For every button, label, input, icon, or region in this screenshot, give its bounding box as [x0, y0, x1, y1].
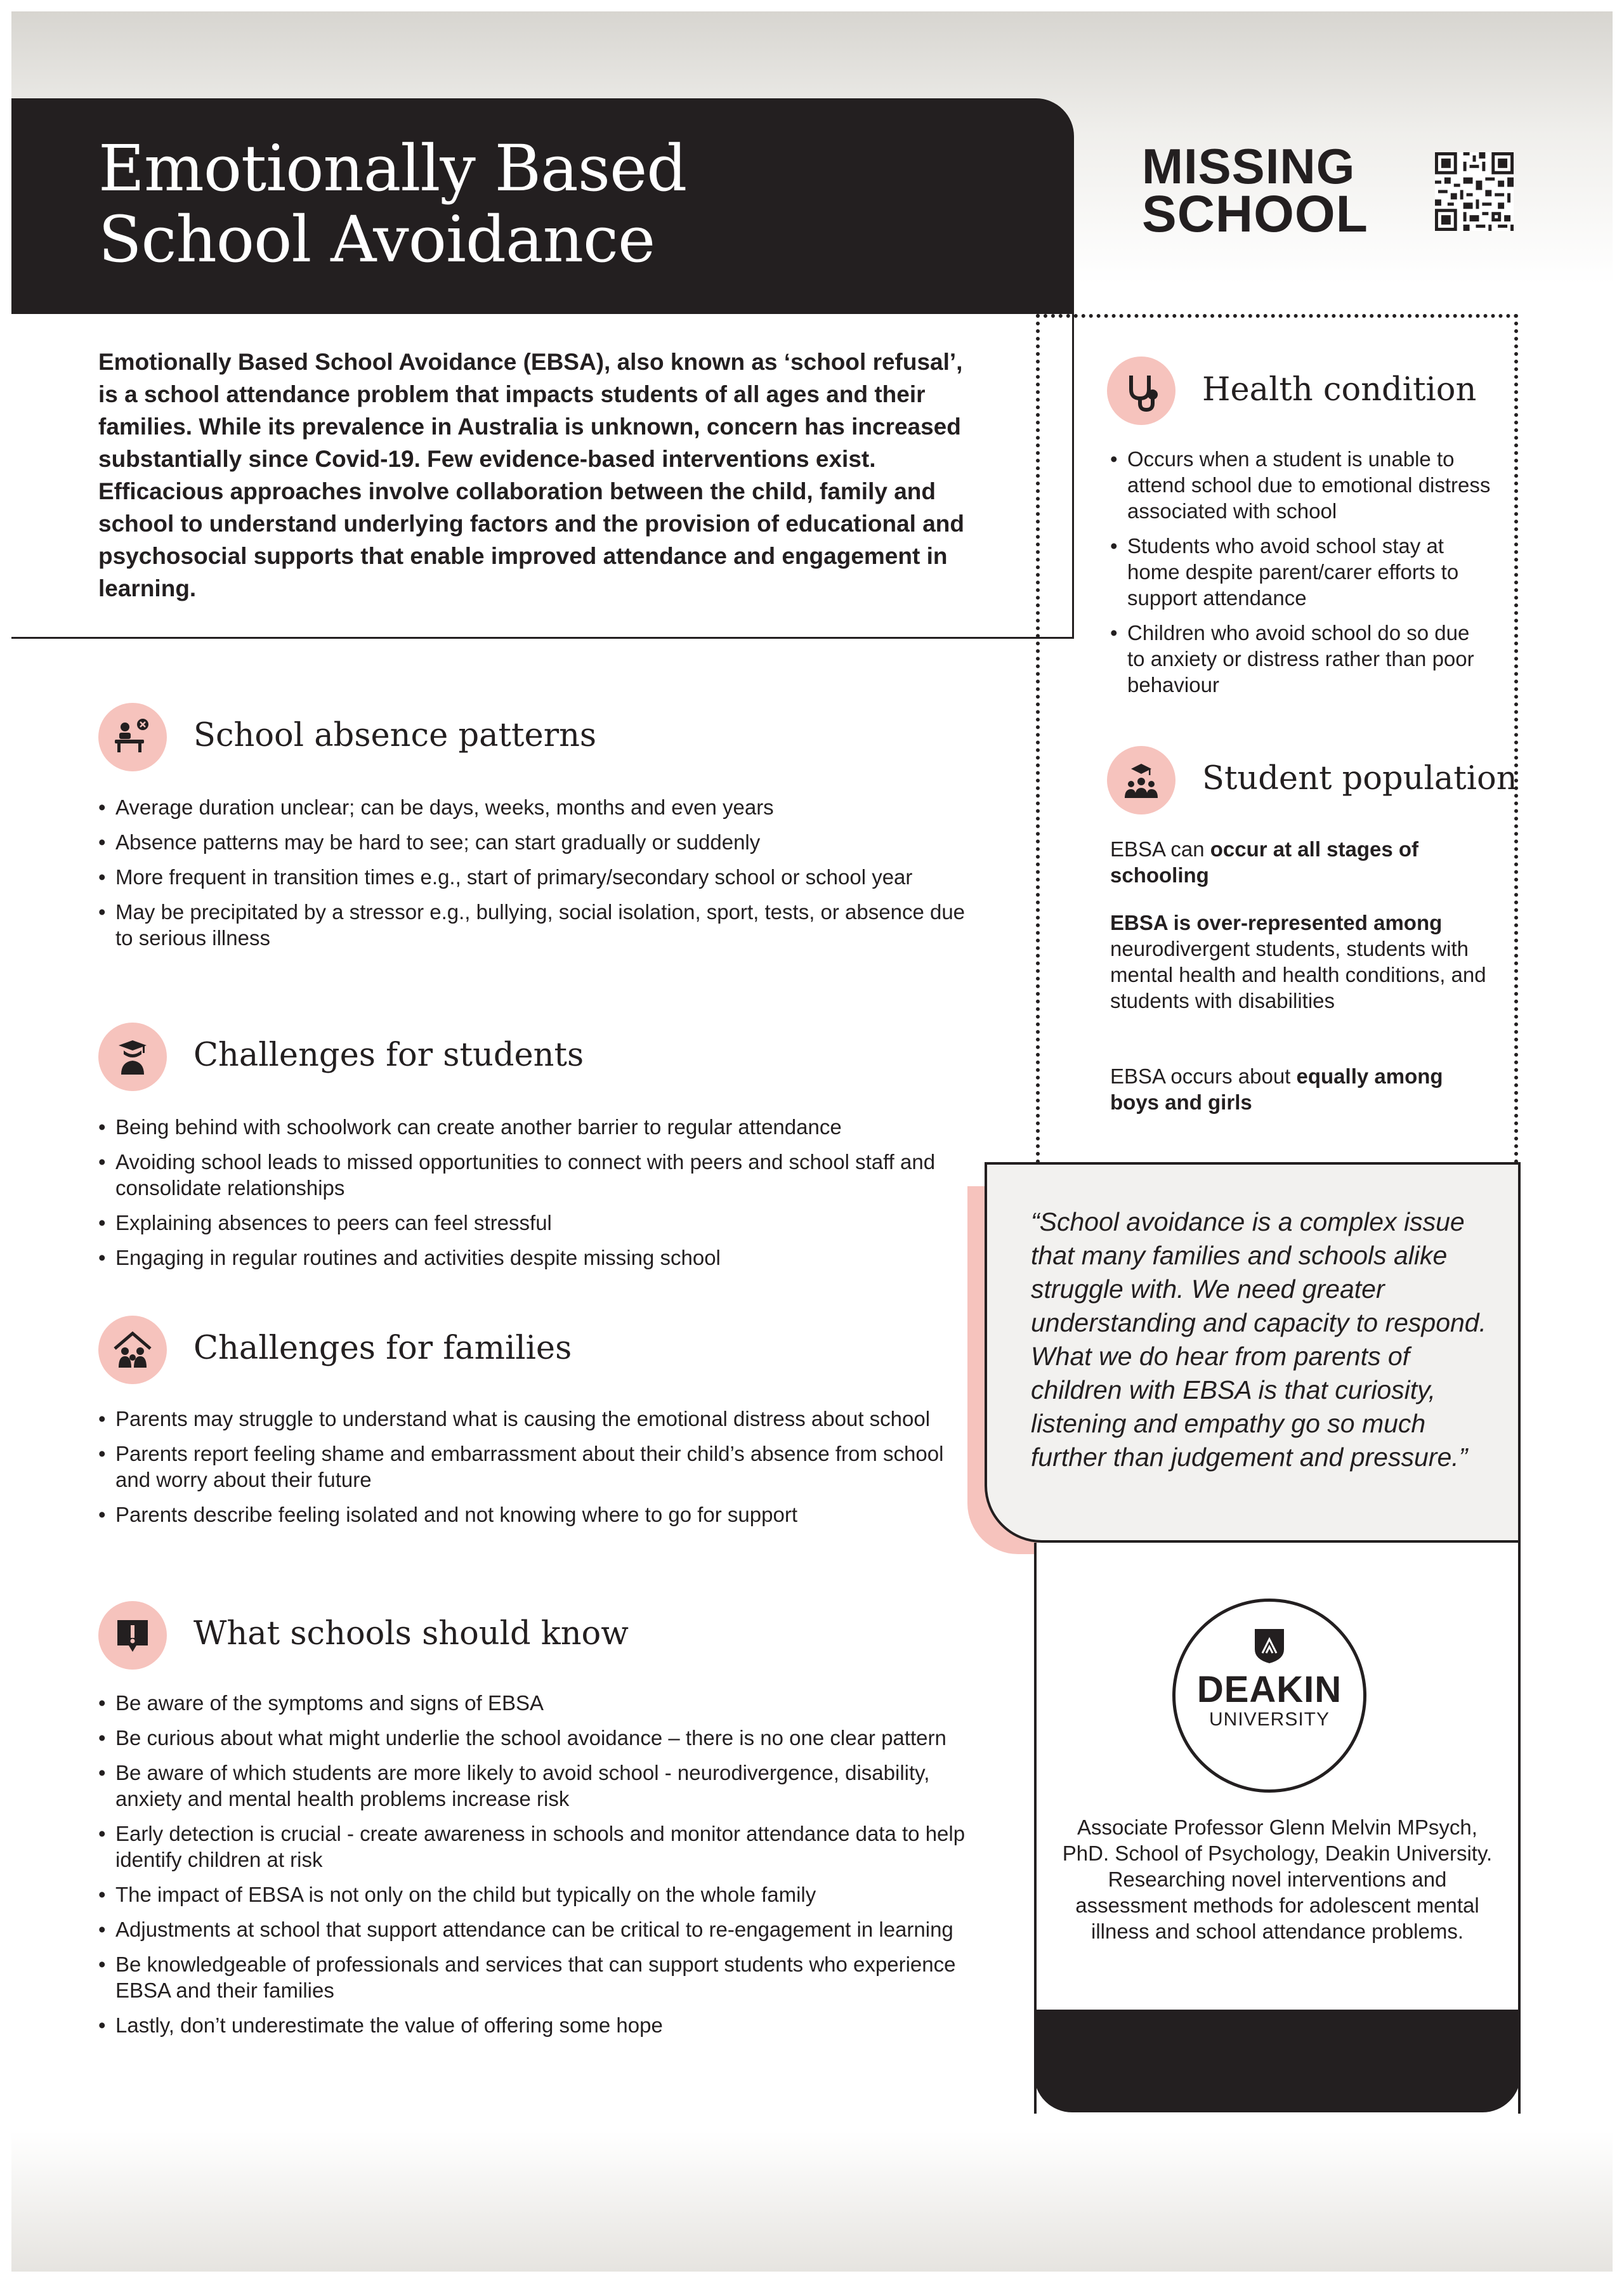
section-title-schools: What schools should know: [193, 1615, 629, 1652]
students-list: [98, 1114, 980, 1279]
population-p2-text: neurodivergent students, students with mental health and health conditions, and students with disabilities: [1110, 937, 1486, 1012]
population-p2-bold: EBSA is over-represented among: [1110, 911, 1443, 934]
family-home-icon: [98, 1316, 167, 1384]
bottom-gradient-band: [11, 2131, 1613, 2272]
health-list: [1110, 446, 1491, 707]
section-title-students: Challenges for students: [193, 1037, 584, 1074]
section-title-population: Student population: [1202, 760, 1517, 797]
list-item: • Absence patterns may be hard to see; can start gradually or suddenly: [98, 829, 980, 855]
list-item: • Parents may struggle to understand what is causing the emotional distress about school: [98, 1406, 980, 1432]
list-item: • Be aware of the symptoms and signs of EBSA: [98, 1690, 980, 1716]
list-item: • Explaining absences to peers can feel stressful: [98, 1210, 980, 1236]
population-p1-bold: occur at all stages of schooling: [1110, 837, 1419, 887]
qr-code-icon[interactable]: [1435, 152, 1514, 231]
deakin-university-label: UNIVERSITY: [1208, 1709, 1330, 1730]
section-title-families: Challenges for families: [193, 1330, 572, 1367]
list-item: • Early detection is crucial - create awareness in schools and monitor attendance data to help identify children at risk: [98, 1821, 980, 1873]
list-item: • Be aware of which students are more likely to avoid school - neurodivergence, disability, anxiety and mental health problems increase risk: [98, 1760, 980, 1812]
list-item: • Parents report feeling shame and embarrassment about their child’s absence from school and worry about their future: [98, 1441, 980, 1493]
page-title: [98, 133, 986, 275]
deakin-wordmark: DEAKIN: [1196, 1669, 1342, 1710]
intro-paragraph: Emotionally Based School Avoidance (EBSA), also known as ‘school refusal’, is a school attendance problem that impacts students of all ages and their families. While its prevalence in Australia is unknown, concern has increased substantially since Covid-19. Few evidence-based interventions exist. Efficacious approaches involve collaboration between the child, family and school to understand underlying factors and the provision of educational and psychosocial supports that enable improved attendance and engagement in learning.: [98, 349, 965, 601]
missing-school-logo: [1142, 138, 1370, 243]
population-paragraph-2: [1110, 910, 1491, 1014]
families-list: [98, 1406, 980, 1536]
sidebar-frame: [1036, 314, 1518, 1164]
population-paragraph-3: [1110, 1063, 1491, 1115]
list-item: • Adjustments at school that support attendance can be critical to re-engagement in learning: [98, 1916, 980, 1942]
list-item: • Be knowledgeable of professionals and services that can support students who experience EBSA and their families: [98, 1951, 980, 2003]
list-item: • More frequent in transition times e.g., start of primary/secondary school or school year: [98, 864, 980, 890]
list-item: • Students who avoid school stay at home despite parent/carer efforts to support attendance: [1110, 533, 1491, 611]
deakin-shield-icon: [1254, 1628, 1285, 1665]
title-line-1: Emotionally Based: [98, 131, 687, 206]
list-item: • Avoiding school leads to missed opportunities to connect with peers and school staff and consolidate relationships: [98, 1149, 980, 1201]
profile-bio: Associate Professor Glenn Melvin MPsych, PhD. School of Psychology, Deakin University. Researching novel interventions and assessment methods for adolescent mental illness and school attendance problems.: [1062, 1815, 1493, 1943]
population-paragraph-1: [1110, 836, 1491, 888]
list-item: • Average duration unclear; can be days, weeks, months and even years: [98, 794, 980, 820]
list-item: • Children who avoid school do so due to anxiety or distress rather than poor behaviour: [1110, 620, 1491, 698]
population-p1-text: EBSA can: [1110, 837, 1210, 861]
quote-text: “School avoidance is a complex issue that many families and schools alike struggle with. We need greater understanding and capacity to respond. What we do hear from parents of children with EBSA is that curiosity, listening and empathy go so much further than judgement and pressure.”: [1031, 1207, 1487, 1472]
title-line-2: School Avoidance: [98, 202, 655, 277]
graduation-group-icon: [1107, 746, 1175, 814]
list-item: • Being behind with schoolwork can create another barrier to regular attendance: [98, 1114, 980, 1140]
list-item: • The impact of EBSA is not only on the child but typically on the whole family: [98, 1881, 980, 1907]
stethoscope-icon: [1107, 357, 1175, 425]
student-icon: [98, 1023, 167, 1091]
list-item: • Be curious about what might underlie the school avoidance – there is no one clear pattern: [98, 1725, 980, 1751]
list-item: • May be precipitated by a stressor e.g., bullying, social isolation, sport, tests, or absence due to serious illness: [98, 899, 980, 951]
logo-line-1: MISSING: [1142, 138, 1356, 194]
desk-absence-icon: [98, 703, 167, 771]
list-item: • Engaging in regular routines and activities despite missing school: [98, 1245, 980, 1271]
absence-list: [98, 794, 980, 960]
section-title-health: Health condition: [1202, 371, 1477, 409]
population-p3-bold: equally among boys and girls: [1110, 1064, 1443, 1114]
list-item: • Lastly, don’t underestimate the value of offering some hope: [98, 2012, 980, 2038]
alert-speech-icon: [98, 1601, 167, 1670]
section-title-absence: School absence patterns: [193, 717, 597, 754]
list-item: • Parents describe feeling isolated and not knowing where to go for support: [98, 1501, 980, 1527]
logo-line-2: SCHOOL: [1142, 185, 1368, 243]
population-p3-text: EBSA occurs about: [1110, 1064, 1297, 1088]
list-item: • Occurs when a student is unable to attend school due to emotional distress associated with school: [1110, 446, 1491, 524]
schools-list: [98, 1690, 980, 2047]
profile-card-footer: [1034, 2010, 1521, 2112]
